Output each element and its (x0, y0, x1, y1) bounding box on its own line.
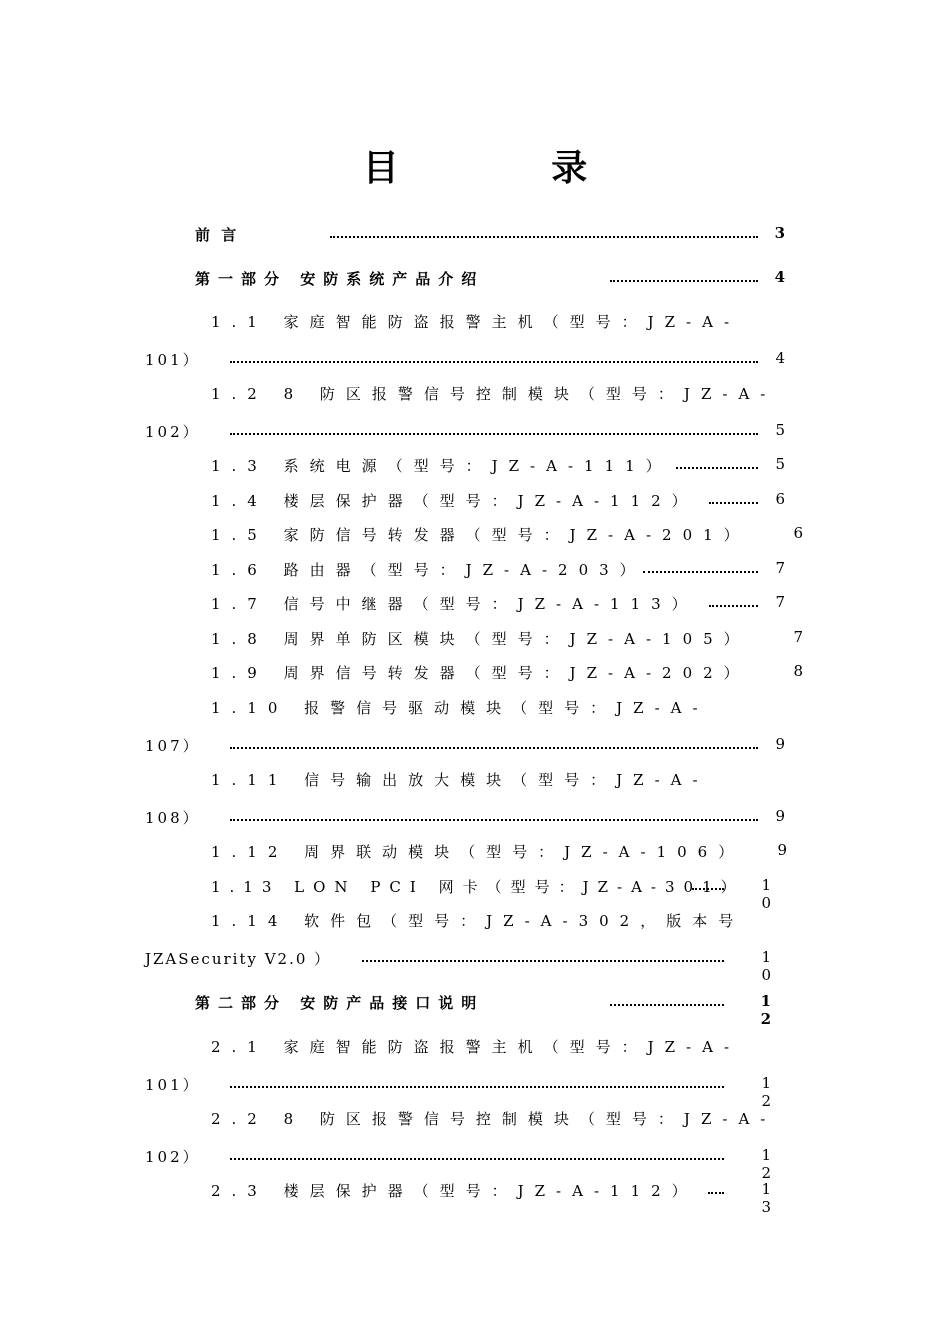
toc-page: 4 (774, 268, 785, 286)
toc-entry-cont: 101） (145, 351, 201, 369)
toc-entry-cont: 101） (145, 1076, 201, 1094)
toc-entry: 1.14 软件包（型号：JZ-A-302，版本号 (211, 912, 745, 930)
toc-page: 7 (775, 559, 785, 577)
toc-leader (610, 280, 758, 282)
toc-leader (230, 433, 758, 435)
toc-leader (610, 1004, 724, 1006)
toc-page: 1 0 (761, 948, 785, 984)
toc-entry: 1.10 报警信号驱动模块（型号：JZ-A- (211, 699, 709, 717)
toc-page: 4 (775, 349, 785, 367)
toc-entry-cont: 102） (145, 1148, 201, 1166)
toc-leader (692, 888, 724, 890)
toc-leader (330, 236, 758, 238)
toc-leader (230, 747, 758, 749)
toc-entry: 1.4 楼层保护器（型号：JZ-A-112） (211, 492, 698, 510)
toc-entry: 1.12 周界联动模块（型号：JZ-A-106） (211, 843, 745, 861)
toc-entry: 1.9 周界信号转发器（型号：JZ-A-202） (211, 664, 750, 682)
toc-entry-preface: 前 言 (195, 226, 240, 244)
toc-leader (230, 361, 758, 363)
toc-entry: 1.6 路由器（型号：JZ-A-203） (211, 561, 646, 579)
toc-page: 1 0 (761, 876, 785, 912)
toc-entry: 1.2 8 防区报警信号控制模块（型号：JZ-A- (211, 385, 777, 403)
toc-entry: 1.7 信号中继器（型号：JZ-A-113） (211, 595, 698, 613)
toc-leader (708, 1192, 724, 1194)
toc-page: 1 2 (761, 1146, 785, 1182)
toc-entry: 2.3 楼层保护器（型号：JZ-A-112） (211, 1182, 698, 1200)
toc-page: 9 (777, 841, 787, 859)
toc-entry-cont: 107） (145, 737, 201, 755)
toc-leader (362, 960, 724, 962)
toc-entry: 2.2 8 防区报警信号控制模块（型号：JZ-A- (211, 1110, 777, 1128)
toc-page: 9 (775, 735, 785, 753)
toc-leader (643, 571, 758, 573)
toc-entry: 2.1 家庭智能防盗报警主机（型号：JZ-A- (211, 1038, 741, 1056)
toc-entry: 1.3 系统电源（型号：JZ-A-111） (211, 457, 672, 475)
toc-entry: 1.1 家庭智能防盗报警主机（型号：JZ-A- (211, 313, 741, 331)
toc-entry-cont: 108） (145, 809, 201, 827)
toc-entry-cont: JZASecurity V2.0 ） (145, 950, 332, 968)
toc-entry-cont: 102） (145, 423, 201, 441)
toc-page: 1 2 (760, 992, 785, 1028)
toc-entry: 1.13 LON PCI 网卡（型号：JZ-A-301） (211, 878, 745, 896)
toc-page: 5 (775, 455, 785, 473)
toc-page: 1 3 (761, 1180, 785, 1216)
toc-page: 6 (793, 524, 803, 542)
toc-leader (230, 1086, 724, 1088)
toc-page: 8 (793, 662, 803, 680)
toc-entry: 1.11 信号输出放大模块（型号：JZ-A- (211, 771, 709, 789)
page-title: 目 录 (362, 147, 658, 189)
toc-page: 7 (775, 593, 785, 611)
toc-page: 9 (775, 807, 785, 825)
toc-entry-part2: 第二部分 安防产品接口说明 (195, 994, 485, 1012)
toc-page: 3 (774, 224, 785, 242)
toc-leader (230, 1158, 724, 1160)
toc-leader (230, 819, 758, 821)
toc-page: 7 (793, 628, 803, 646)
toc-entry: 1.5 家防信号转发器（型号：JZ-A-201） (211, 526, 750, 544)
toc-entry: 1.8 周界单防区模块（型号：JZ-A-105） (211, 630, 750, 648)
toc-page: 6 (775, 490, 785, 508)
toc-entry-part1: 第一部分 安防系统产品介绍 (195, 270, 485, 288)
toc-page: 1 2 (761, 1074, 785, 1110)
toc-page: 5 (775, 421, 785, 439)
